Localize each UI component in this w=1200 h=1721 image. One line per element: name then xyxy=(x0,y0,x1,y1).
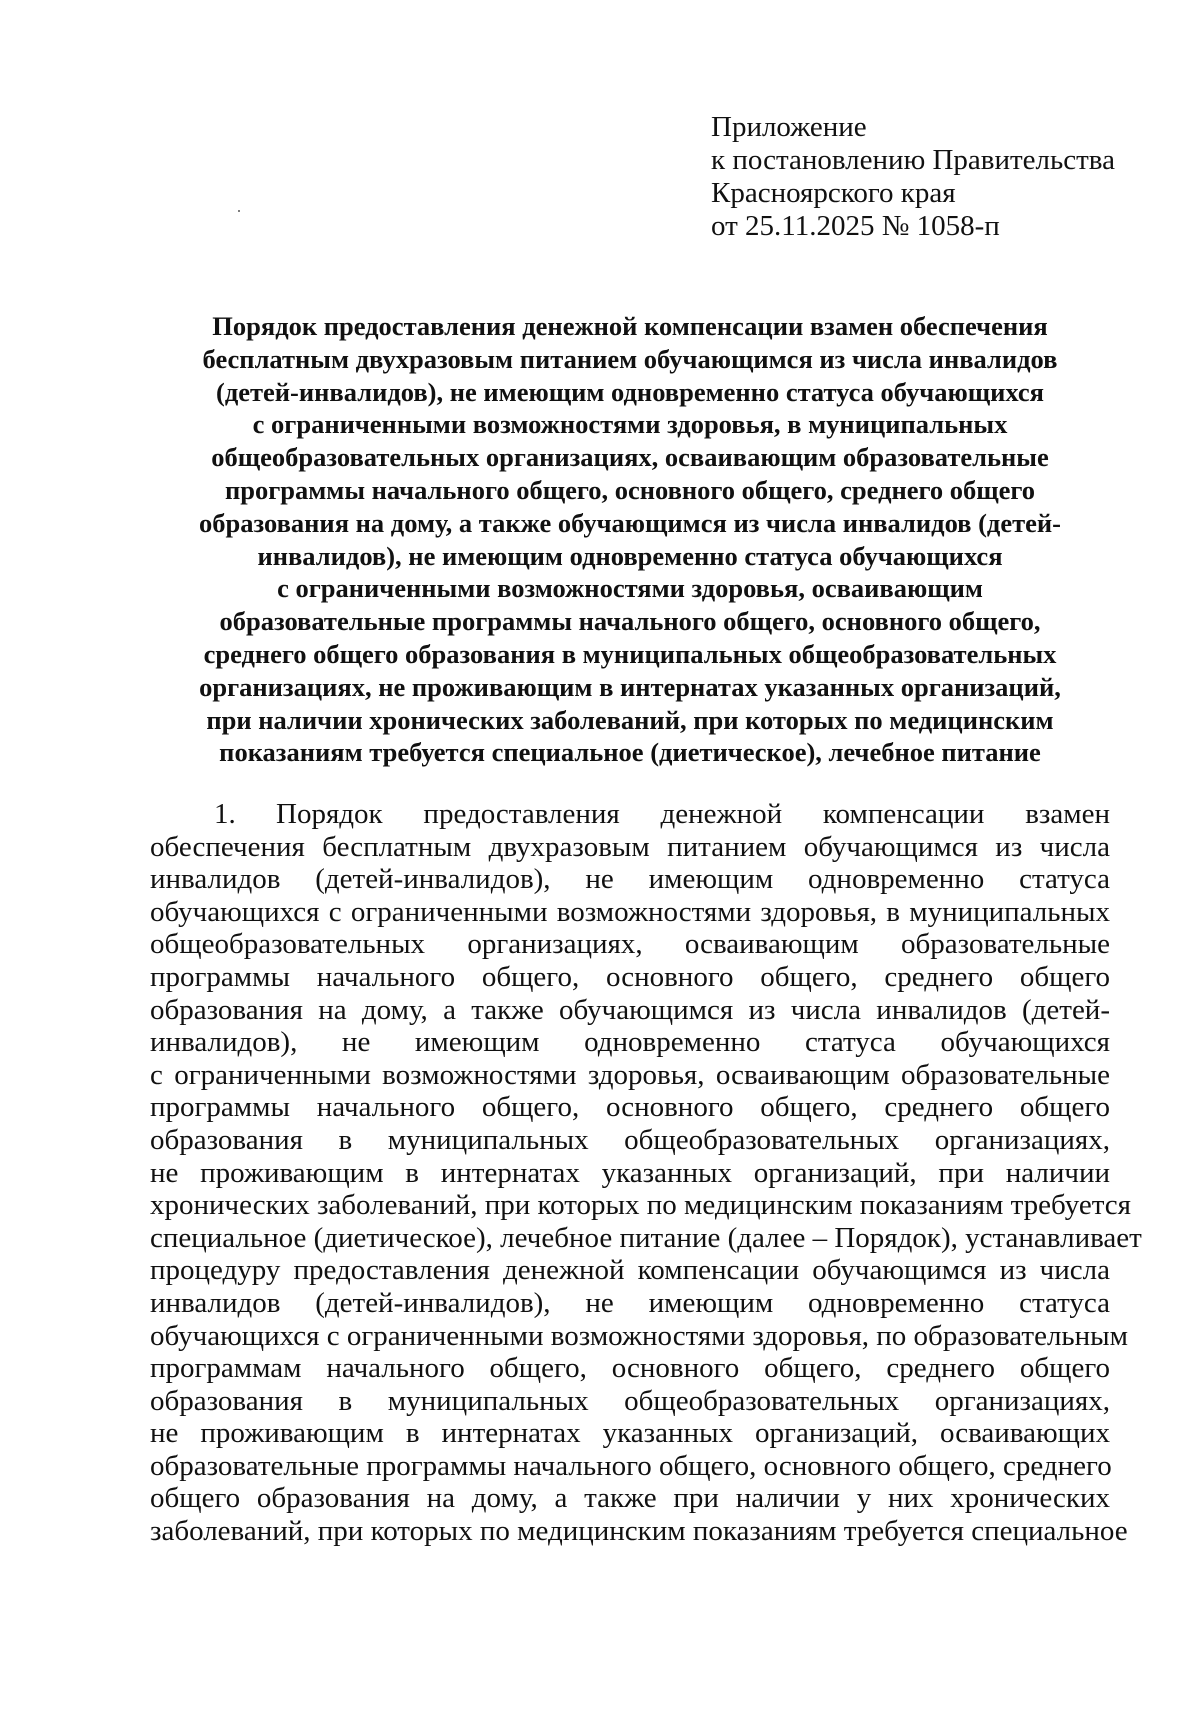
paragraph-line: инвалидов (детей-инвалидов), не имеющим одновременно статуса xyxy=(150,1286,1110,1319)
appendix-line: Красноярского края xyxy=(711,177,956,209)
paragraph-line: с ограниченными возможностями здоровья, осваивающим образовательные xyxy=(150,1058,1110,1091)
appendix-header xyxy=(711,111,1171,243)
paragraph-line: программы начального общего, основного общего, среднего общего xyxy=(150,960,1110,993)
paragraph-line: общеобразовательных организациях, осваивающим образовательные xyxy=(150,928,1110,961)
appendix-line: от 25.11.2025 № 1058-п xyxy=(711,210,1000,242)
title-line: организациях, не проживающим в интернатах указанных организаций, xyxy=(199,671,1061,702)
paragraph-line: образования в муниципальных общеобразовательных организациях, xyxy=(150,1123,1110,1156)
paragraph-line: инвалидов (детей-инвалидов), не имеющим одновременно статуса xyxy=(150,863,1110,896)
title-line: при наличии хронических заболеваний, при которых по медицинским xyxy=(206,704,1054,735)
paragraph-line: образования в муниципальных общеобразовательных организациях, xyxy=(150,1384,1110,1417)
paragraph-line: обучающихся с ограниченными возможностями здоровья, по образовательным xyxy=(150,1319,1128,1352)
paragraph-line: программам начального общего, основного общего, среднего общего xyxy=(150,1352,1110,1385)
paragraph-line: образования на дому, а также обучающимся из числа инвалидов (детей- xyxy=(150,993,1110,1026)
paragraph-1 xyxy=(150,798,1142,1548)
title-line: бесплатным двухразовым питанием обучающимся из числа инвалидов xyxy=(202,343,1058,374)
title-line: инвалидов), не имеющим одновременно статуса обучающихся xyxy=(257,540,1003,571)
scan-speck xyxy=(238,210,240,212)
paragraph-line: обеспечения бесплатным двухразовым питанием обучающимся из числа xyxy=(150,830,1110,863)
paragraph-line: не проживающим в интернатах указанных организаций, осваивающих xyxy=(150,1417,1110,1450)
title-line: среднего общего образования в муниципальных общеобразовательных xyxy=(203,638,1057,669)
appendix-line: к постановлению Правительства xyxy=(711,144,1115,176)
appendix-line: Приложение xyxy=(711,111,867,143)
title-line: программы начального общего, основного общего, среднего общего xyxy=(224,474,1036,505)
title-line: с ограниченными возможностями здоровья, осваивающим xyxy=(277,573,983,604)
paragraph-line: инвалидов), не имеющим одновременно статуса обучающихся xyxy=(150,1026,1110,1059)
paragraph-line: хронических заболеваний, при которых по медицинским показаниям требуется xyxy=(150,1189,1131,1222)
paragraph-first-line xyxy=(150,798,1110,831)
paragraph-line: обучающихся с ограниченными возможностями здоровья, в муниципальных xyxy=(150,895,1110,928)
paragraph-number: 1. xyxy=(214,798,236,830)
title-line: образования на дому, а также обучающимся из числа инвалидов (детей- xyxy=(199,507,1061,538)
paragraph-line: процедуру предоставления денежной компенсации обучающимся из числа xyxy=(150,1254,1110,1287)
title-line: общеобразовательных организациях, осваивающим образовательные xyxy=(211,442,1049,473)
paragraph-line: не проживающим в интернатах указанных организаций, при наличии xyxy=(150,1156,1110,1189)
title-line: с ограниченными возможностями здоровья, в муниципальных xyxy=(252,409,1008,440)
title-line: образовательные программы начального общего, основного общего, xyxy=(219,606,1041,637)
document-title xyxy=(150,310,1110,769)
paragraph-line: заболеваний, при которых по медицинским показаниям требуется специальное xyxy=(150,1515,1128,1548)
paragraph-line: общего образования на дому, а также при наличии у них хронических xyxy=(150,1482,1110,1515)
paragraph-line: образовательные программы начального общего, основного общего, среднего xyxy=(150,1449,1112,1482)
paragraph-line: специальное (диетическое), лечебное питание (далее – Порядок), устанавливает xyxy=(150,1221,1142,1254)
paragraph-line: Порядок предоставления денежной компенсации взамен xyxy=(276,798,1110,830)
title-line: Порядок предоставления денежной компенсации взамен обеспечения xyxy=(212,311,1048,341)
title-line: (детей-инвалидов), не имеющим одновременно статуса обучающихся xyxy=(216,376,1044,407)
title-line: показаниям требуется специальное (диетическое), лечебное питание xyxy=(219,737,1041,768)
paragraph-line: программы начального общего, основного общего, среднего общего xyxy=(150,1091,1110,1124)
